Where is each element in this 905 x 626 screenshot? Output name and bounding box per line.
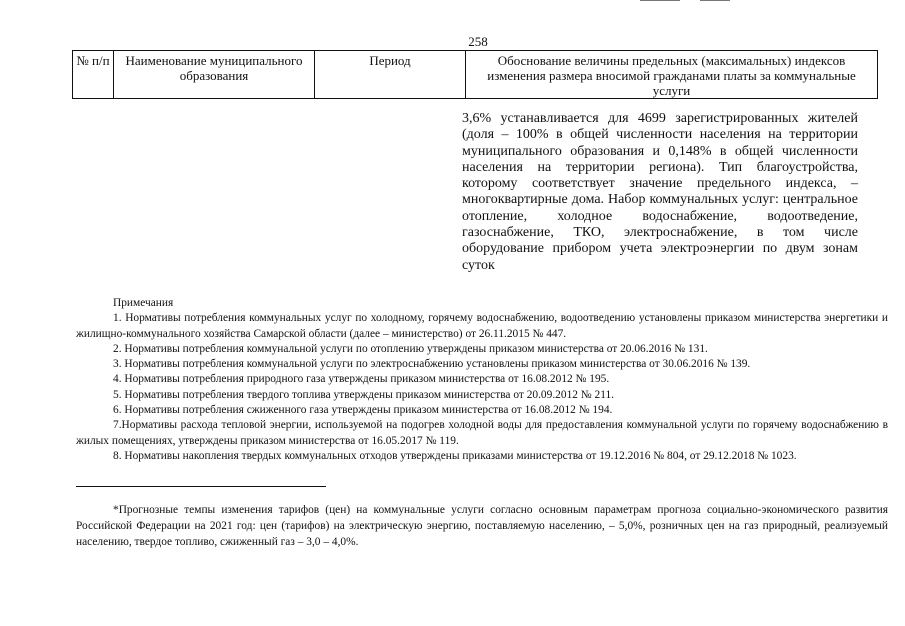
column-header-period: Период xyxy=(315,51,466,99)
note-item: 1. Нормативы потребления коммунальных услуг по холодному, горячему водоснабжению, водоотведению установлены приказом министерства энергетики и жилищно-коммунального хозяйства Самарской области (далее – министерство) от 26.11.2015 № 447. xyxy=(76,312,888,340)
scan-artifact xyxy=(700,0,730,1)
footnote-divider xyxy=(76,486,326,487)
page-number: 258 xyxy=(468,34,488,49)
footnote-text: *Прогнозные темпы изменения тарифов (цен) на коммунальные услуги согласно основным параметрам прогноза социально-экономического развития Российской Федерации на 2021 год: цен (тарифов) на электрическую энергию, поставляемую населению, – 5,0%, розничных цен на газ природный, реализуемый населению, твердое топливо, сжиженный газ – 3,0 – 4,0%. xyxy=(76,504,888,548)
column-header-number: № п/п xyxy=(73,51,114,99)
note-item: 6. Нормативы потребления сжиженного газа утверждены приказом министерства от 16.08.2012 № 194. xyxy=(113,404,613,417)
note-item: 4. Нормативы потребления природного газа утверждены приказом министерства от 16.08.2012 № 195. xyxy=(113,373,610,386)
note-item: 7.Нормативы расхода тепловой энергии, используемой на подогрев холодной воды для предоставления коммунальной услуги по горячему водоснабжению в жилых помещениях, утверждены приказом министерства от 16.05.2017 № 119. xyxy=(76,419,888,447)
note-item: 3. Нормативы потребления коммунальной услуги по электроснабжению установлены приказом министерства от 30.06.2016 № 139. xyxy=(113,358,751,371)
column-header-municipality: Наименование муниципального образования xyxy=(114,51,315,99)
note-item: 2. Нормативы потребления коммунальной услуги по отоплению утверждены приказом министерства от 20.06.2016 № 131. xyxy=(113,342,708,355)
table-header-row xyxy=(73,51,878,99)
table-header xyxy=(72,50,878,99)
notes-section xyxy=(76,296,888,464)
column-header-justification: Обоснование величины предельных (максимальных) индексов изменения размера вносимой гражданами платы за коммунальные услуги xyxy=(466,51,878,99)
note-item: 5. Нормативы потребления твердого топлива утверждены приказом министерства от 20.09.2012 № 211. xyxy=(113,388,615,401)
scan-artifact xyxy=(640,0,680,1)
notes-title: Примечания xyxy=(113,297,174,309)
note-item: 8. Нормативы накопления твердых коммунальных отходов утверждены приказами министерства от 19.12.2016 № 804, от 29.12.2018 № 1023. xyxy=(113,449,797,462)
justification-text: 3,6% устанавливается для 4699 зарегистрированных жителей (доля – 100% в общей численности населения на территории муниципального образования и 0,148% в общей численности населения на территории региона). Тип благоустройства, которому соответствует значение предельного индекса, – многоквартирные дома. Набор коммунальных услуг: центральное отопление, холодное водоснабжение, водоотведение, газоснабжение, ТКО, электроснабжение, в том числе оборудование прибором учета электроэнергии по двум зонам суток xyxy=(462,111,858,273)
